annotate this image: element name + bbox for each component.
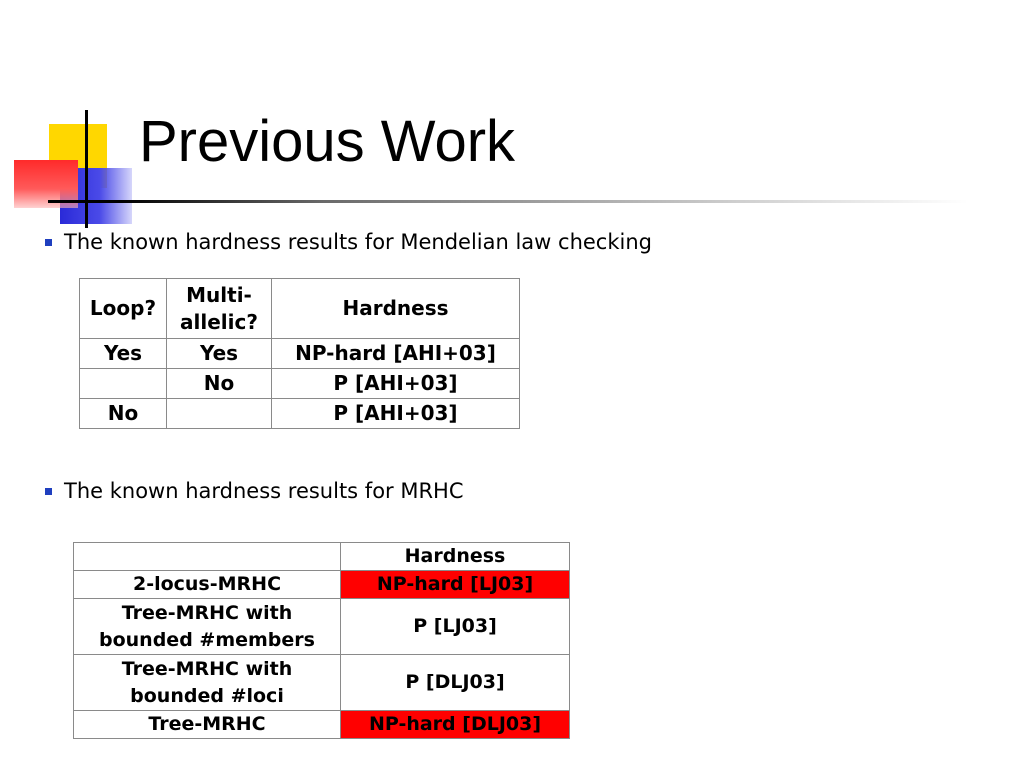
bullet-square-icon xyxy=(45,488,52,495)
bullet-mrhc xyxy=(45,479,464,503)
header-empty xyxy=(74,543,341,571)
table-header-row xyxy=(80,279,520,339)
table-cell: P [LJ03] xyxy=(341,599,570,655)
mrhc-hardness-table xyxy=(73,542,570,739)
table-row xyxy=(80,339,520,369)
table-cell: Tree-MRHC xyxy=(74,711,341,739)
table-cell-highlighted: NP-hard [LJ03] xyxy=(341,571,570,599)
title-underline xyxy=(48,200,968,203)
table-cell: 2-locus-MRHC xyxy=(74,571,341,599)
table-cell: No xyxy=(80,399,167,429)
table-cell: Tree-MRHC with bounded #members xyxy=(74,599,341,655)
table-cell: Yes xyxy=(167,339,272,369)
table-row xyxy=(74,599,570,655)
slide-title: Previous Work xyxy=(139,109,516,174)
table-cell: Yes xyxy=(80,339,167,369)
table-cell: P [DLJ03] xyxy=(341,655,570,711)
table-row xyxy=(74,655,570,711)
table-cell: Tree-MRHC with bounded #loci xyxy=(74,655,341,711)
header-hardness: Hardness xyxy=(341,543,570,571)
table-cell: P [AHI+03] xyxy=(272,369,520,399)
decor-vertical-line xyxy=(85,110,88,228)
table-cell-highlighted: NP-hard [DLJ03] xyxy=(341,711,570,739)
table-row xyxy=(74,571,570,599)
mendelian-hardness-table xyxy=(79,278,520,429)
table-cell: No xyxy=(167,369,272,399)
table-cell xyxy=(167,399,272,429)
table-row xyxy=(74,711,570,739)
header-loop: Loop? xyxy=(80,279,167,339)
table-cell xyxy=(80,369,167,399)
header-hardness: Hardness xyxy=(272,279,520,339)
table-cell: P [AHI+03] xyxy=(272,399,520,429)
table-cell: NP-hard [AHI+03] xyxy=(272,339,520,369)
header-multi-allelic: Multi- allelic? xyxy=(167,279,272,339)
bullet-square-icon xyxy=(45,239,52,246)
bullet-text: The known hardness results for Mendelian law checking xyxy=(64,230,652,254)
bullet-mendelian xyxy=(45,230,652,254)
table-header-row xyxy=(74,543,570,571)
table-row xyxy=(80,399,520,429)
bullet-text: The known hardness results for MRHC xyxy=(64,479,464,503)
table-row xyxy=(80,369,520,399)
